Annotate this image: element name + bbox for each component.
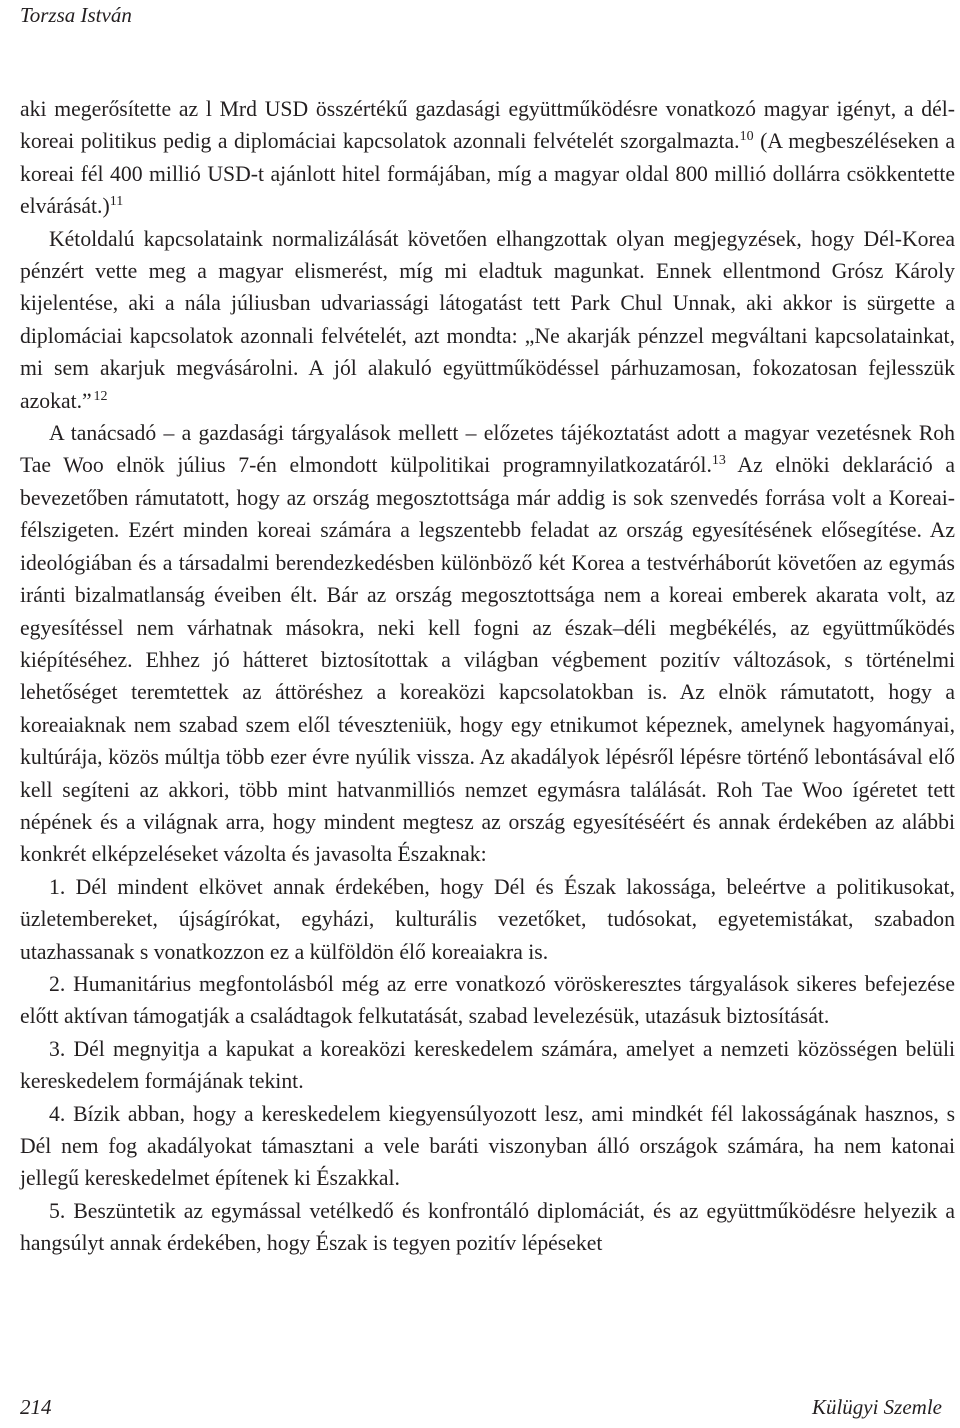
paragraph-text: aki megerősítette az l Mrd USD összértékű gazdasági együttműködésre vonatkozó magyar igényt, a dél-koreai politikus pedig a diplomáciai kapcsolatok azonnali felvételét szorgalmazta. [20, 97, 955, 154]
list-item-number: 1. [49, 874, 66, 899]
paragraph-text: (A megbeszéléseken a koreai fél 400 millió USD-t ajánlott hitel formájában, míg a magyar oldal 800 millió dollárra csökkentette elvárását.) [20, 129, 955, 219]
footnote-ref[interactable]: 11 [109, 194, 124, 210]
journal-title: Külügyi Szemle [811, 1395, 942, 1419]
list-item [20, 871, 955, 968]
footnote-ref[interactable]: 12 [93, 388, 108, 404]
list-item [20, 1098, 955, 1195]
list-item [20, 1195, 955, 1260]
paragraph [20, 223, 955, 417]
list-item-number: 2. [49, 971, 66, 996]
paragraph [20, 417, 955, 871]
list-item-text: Beszüntetik az egymással vetélkedő és konfrontáló diplomáciát, és az együttműködésre helyezik a hangsúlyt annak érdekében, hogy Észak is tegyen pozitív lépéseket [20, 1198, 956, 1256]
list-item-number: 3. [49, 1036, 66, 1061]
list-item-number: 4. [49, 1101, 66, 1126]
list-item [20, 1033, 955, 1098]
paragraph-text: A tanácsadó – a gazdasági tárgyalások mellett – előzetes tájékoztatást adott a magyar vezetésnek Roh Tae Woo elnök július 7-én elmondott külpolitikai programnyilatkozatáról. [20, 421, 955, 478]
footnote-ref[interactable]: 10 [739, 129, 754, 145]
article-body [20, 93, 955, 1260]
paragraph [20, 93, 955, 223]
list-item-number: 5. [49, 1198, 66, 1223]
paragraph-text: Az elnöki deklaráció a bevezetőben rámutatott, hogy az ország megosztottsága már addig is sok szenvedés forrása volt a Koreai-félszigeten. Ezért minden koreai számára a legszentebb feladat az ország egyesítésének elősegítése. Az ideológiában és a társadalmi berendezkedésben különböző két Korea a testvérháborút követően az egymás iránti bizalmatlanság éveiben élt. Bár az ország megosztottsága nem a koreai emberek akarata volt, az egyesítéssel nem várhatnak másokra, neki kell fogni az észak–déli megbékélés, az együttműködés kiépítéséhez. Ehhez jó hátteret biztosítottak a világban végbement pozitív változások, s történelmi lehetőséget teremtettek az áttöréshez a koreaközi kapcsolatokban is. Az elnök rámutatott, hogy a koreaiaknak nem szabad szem elől téveszteniük, hogy egy etnikumot képeznek, amelynek hagyományai, kultúrája, közös múltja több ezer évre nyúlik vissza. Az akadályok lépésről lépésre történő lebontásával elő kell segíteni az akkori, több mint hatvanmilliós nemzet egymásra találását. Roh Tae Woo ígéretet tett népének és a világnak arra, hogy mindent megtesz az ország egyesítéséért és annak érdekében az alábbi konkrét elképzeléseket vázolta és javasolta Északnak: [20, 453, 956, 867]
page-number: 214 [20, 1395, 52, 1419]
list-item-text: Bízik abban, hogy a kereskedelem kiegyensúlyozott lesz, ami mindkét fél lakosságának hasznos, s Dél nem fog akadályokat támasztani a vele baráti viszonyban álló országok számára, ha nem katonai jellegű kereskedelmet építenek ki Északkal. [20, 1101, 956, 1191]
list-item [20, 968, 955, 1033]
list-item-text: Dél mindent elkövet annak érdekében, hogy Dél és Észak lakossága, beleértve a politikusokat, üzletembereket, újságírókat, egyházi, kulturális vezetőket, tudósokat, egyetemistákat, szabadon utazhassanak s vonatkozzon ez a külföldön élő koreaiakra is. [20, 874, 956, 964]
running-head-author: Torzsa István [20, 3, 132, 27]
list-item-text: Humanitárius megfontolásból még az erre vonatkozó vöröskeresztes tárgyalások sikeres befejezése előtt aktívan támogatják a családtagok felkutatását, szabad levelezésük, utazásuk biztosítását. [20, 971, 956, 1029]
paragraph-text: Kétoldalú kapcsolataink normalizálását követően elhangzottak olyan megjegyzések, hogy Dél-Korea pénzért vette meg a magyar elismerést, míg mi eladtuk magunkat. Ennek ellentmond Grósz Károly kijelentése, aki a nála júliusban udvariassági látogatást tett Park Chul Unnak, aki akkor is sürgette a diplomáciai kapcsolatok azonnali felvételét, azt mondta: „Ne akarják pénzzel megváltani kapcsolatainkat, mi sem akarjuk megvásárolni. A jól alakuló együttműködéssel párhuzamosan, fokozatosan fejlesszük azokat.” [20, 226, 955, 413]
footnote-ref[interactable]: 13 [711, 453, 726, 469]
list-item-text: Dél megnyitja a kapukat a koreaközi kereskedelem számára, amelyet a nemzeti közösségen belüli kereskedelem formájának tekint. [20, 1036, 955, 1094]
